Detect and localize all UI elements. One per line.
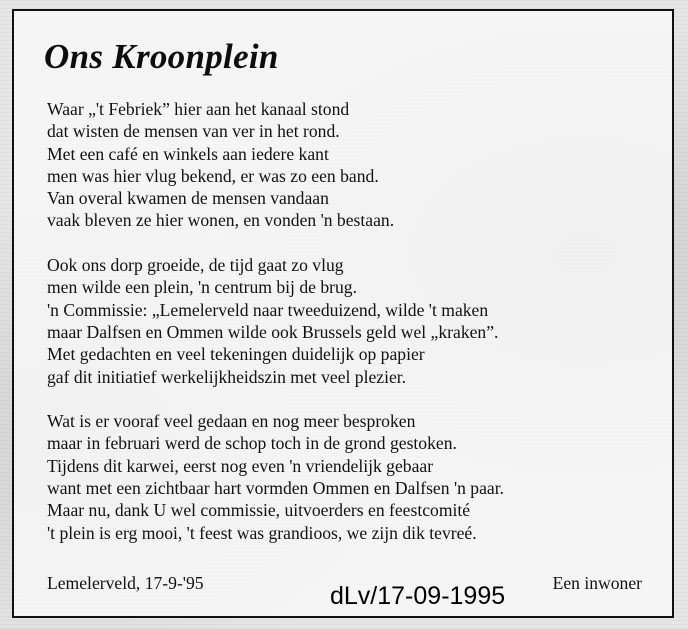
poem-line: Ook ons dorp groeide, de tijd gaat zo vlug — [47, 255, 344, 276]
poem-body — [47, 98, 657, 566]
poem-line: Met gedachten en veel tekeningen duidelijk op papier — [47, 344, 425, 365]
poem-line: men wilde een plein, 'n centrum bij de brug. — [47, 277, 357, 298]
poem-line: vaak bleven ze hier wonen, en vonden 'n bestaan. — [47, 210, 395, 231]
stanza-1 — [47, 98, 657, 232]
poem-line: Van overal kwamen de mensen vandaan — [47, 188, 329, 209]
poem-line: Waar „'t Febriek” hier aan het kanaal stond — [47, 99, 350, 119]
poem-line: Wat is er vooraf veel gedaan en nog meer besproken — [47, 411, 416, 432]
place-and-date: Lemelerveld, 17-9-'95 — [47, 573, 204, 593]
poem-line: want met een zichtbaar hart vormden Ommen en Dalfsen 'n paar. — [47, 478, 505, 499]
poem-line: Maar nu, dank U wel commissie, uitvoerders en feestcomité — [47, 500, 471, 521]
author-signature: Een inwoner — [552, 573, 642, 593]
poem-title: Ons Kroonplein — [44, 37, 279, 76]
poem-line: Met een café en winkels aan iedere kant — [47, 143, 329, 164]
stanza-3 — [47, 410, 657, 544]
archive-stamp: dLv/17-09-1995 — [330, 582, 506, 610]
poem-line: dat wisten de mensen van ver in het rond. — [47, 121, 340, 142]
stanza-2 — [47, 254, 657, 388]
poem-line: men was hier vlug bekend, er was zo een band. — [47, 165, 379, 186]
poem-line: Tijdens dit karwei, eerst nog even 'n vriendelijk gebaar — [47, 455, 434, 476]
poem-line: gaf dit initiatief werkelijkheidszin met veel plezier. — [47, 366, 407, 387]
poem-line: maar in februari werd de schop toch in de grond gestoken. — [47, 433, 457, 454]
poem-line: 'n Commissie: „Lemelerveld naar tweeduizend, wilde 't maken — [47, 299, 489, 320]
poem-line: maar Dalfsen en Ommen wilde ook Brussels geld wel „kraken”. — [47, 321, 499, 342]
poem-line: 't plein is erg mooi, 't feest was grandioos, we zijn dik tevreé. — [47, 522, 477, 543]
poem-clipping — [12, 9, 674, 618]
